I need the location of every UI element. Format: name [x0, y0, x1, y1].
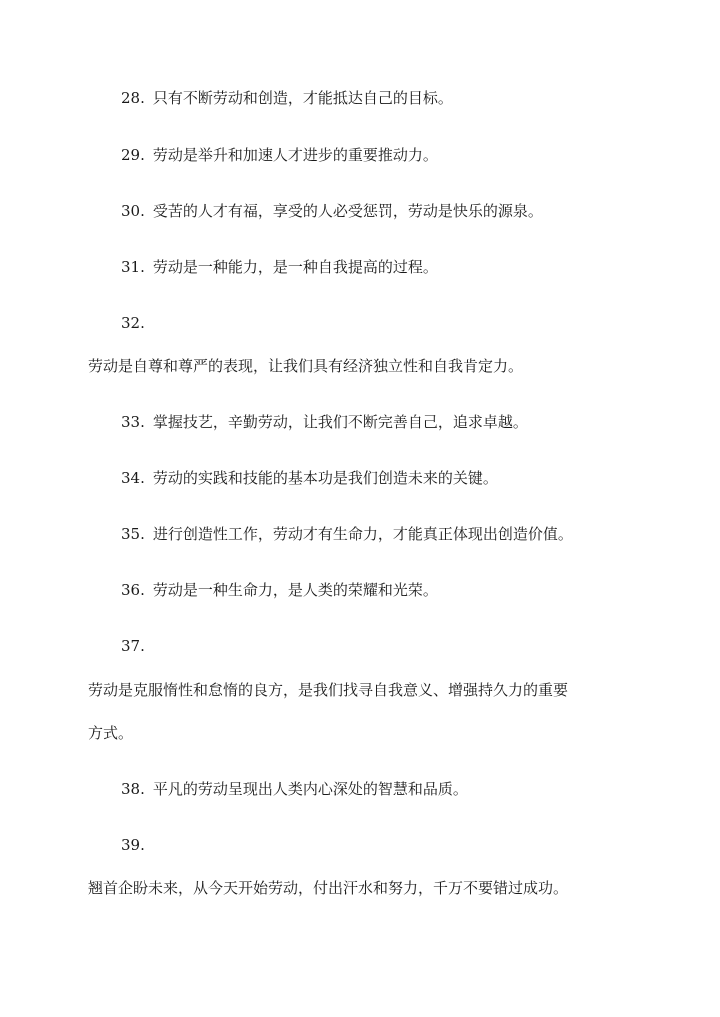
item-number: 35.	[121, 525, 145, 543]
list-item	[121, 201, 543, 221]
list-item	[121, 88, 453, 108]
item-number: 31.	[121, 258, 145, 276]
item-text: 劳动是举升和加速人才进步的重要推动力。	[152, 146, 438, 164]
item-number: 37.	[121, 637, 145, 655]
list-item	[121, 779, 468, 799]
list-item	[121, 412, 528, 432]
item-number: 28.	[121, 89, 145, 107]
item-number: 29.	[121, 146, 145, 164]
item-number: 34.	[121, 469, 145, 487]
item-number: 39.	[121, 836, 145, 854]
item-text: 劳动是一种能力，是一种自我提高的过程。	[152, 258, 438, 276]
item-text: 掌握技艺，辛勤劳动，让我们不断完善自己，追求卓越。	[152, 413, 528, 431]
list-item	[121, 468, 498, 488]
list-item	[121, 257, 438, 277]
item-text: 劳动是一种生命力，是人类的荣耀和光荣。	[152, 581, 438, 599]
item-text-line1: 劳动是克服惰性和怠惰的良方，是我们找寻自我意义、增强持久力的重要	[88, 681, 569, 699]
item-text: 受苦的人才有福，享受的人必受惩罚，劳动是快乐的源泉。	[152, 202, 543, 220]
item-text-line2: 方式。	[88, 724, 134, 742]
item-number: 32.	[121, 314, 145, 332]
item-text: 劳动的实践和技能的基本功是我们创造未来的关键。	[152, 469, 498, 487]
item-number: 30.	[121, 202, 145, 220]
item-number: 38.	[121, 780, 145, 798]
list-item	[121, 580, 438, 600]
item-text: 翘首企盼未来，从今天开始劳动，付出汗水和努力，千万不要错过成功。	[88, 879, 569, 897]
item-number: 36.	[121, 581, 145, 599]
item-text: 进行创造性工作，劳动才有生命力，才能真正体现出创造价值。	[152, 525, 573, 543]
list-item	[121, 145, 438, 165]
item-number: 33.	[121, 413, 145, 431]
list-item	[121, 524, 573, 544]
item-text: 劳动是自尊和尊严的表现，让我们具有经济独立性和自我肯定力。	[88, 357, 524, 375]
item-text: 只有不断劳动和创造，才能抵达自己的目标。	[152, 89, 453, 107]
item-text: 平凡的劳动呈现出人类内心深处的智慧和品质。	[152, 780, 468, 798]
